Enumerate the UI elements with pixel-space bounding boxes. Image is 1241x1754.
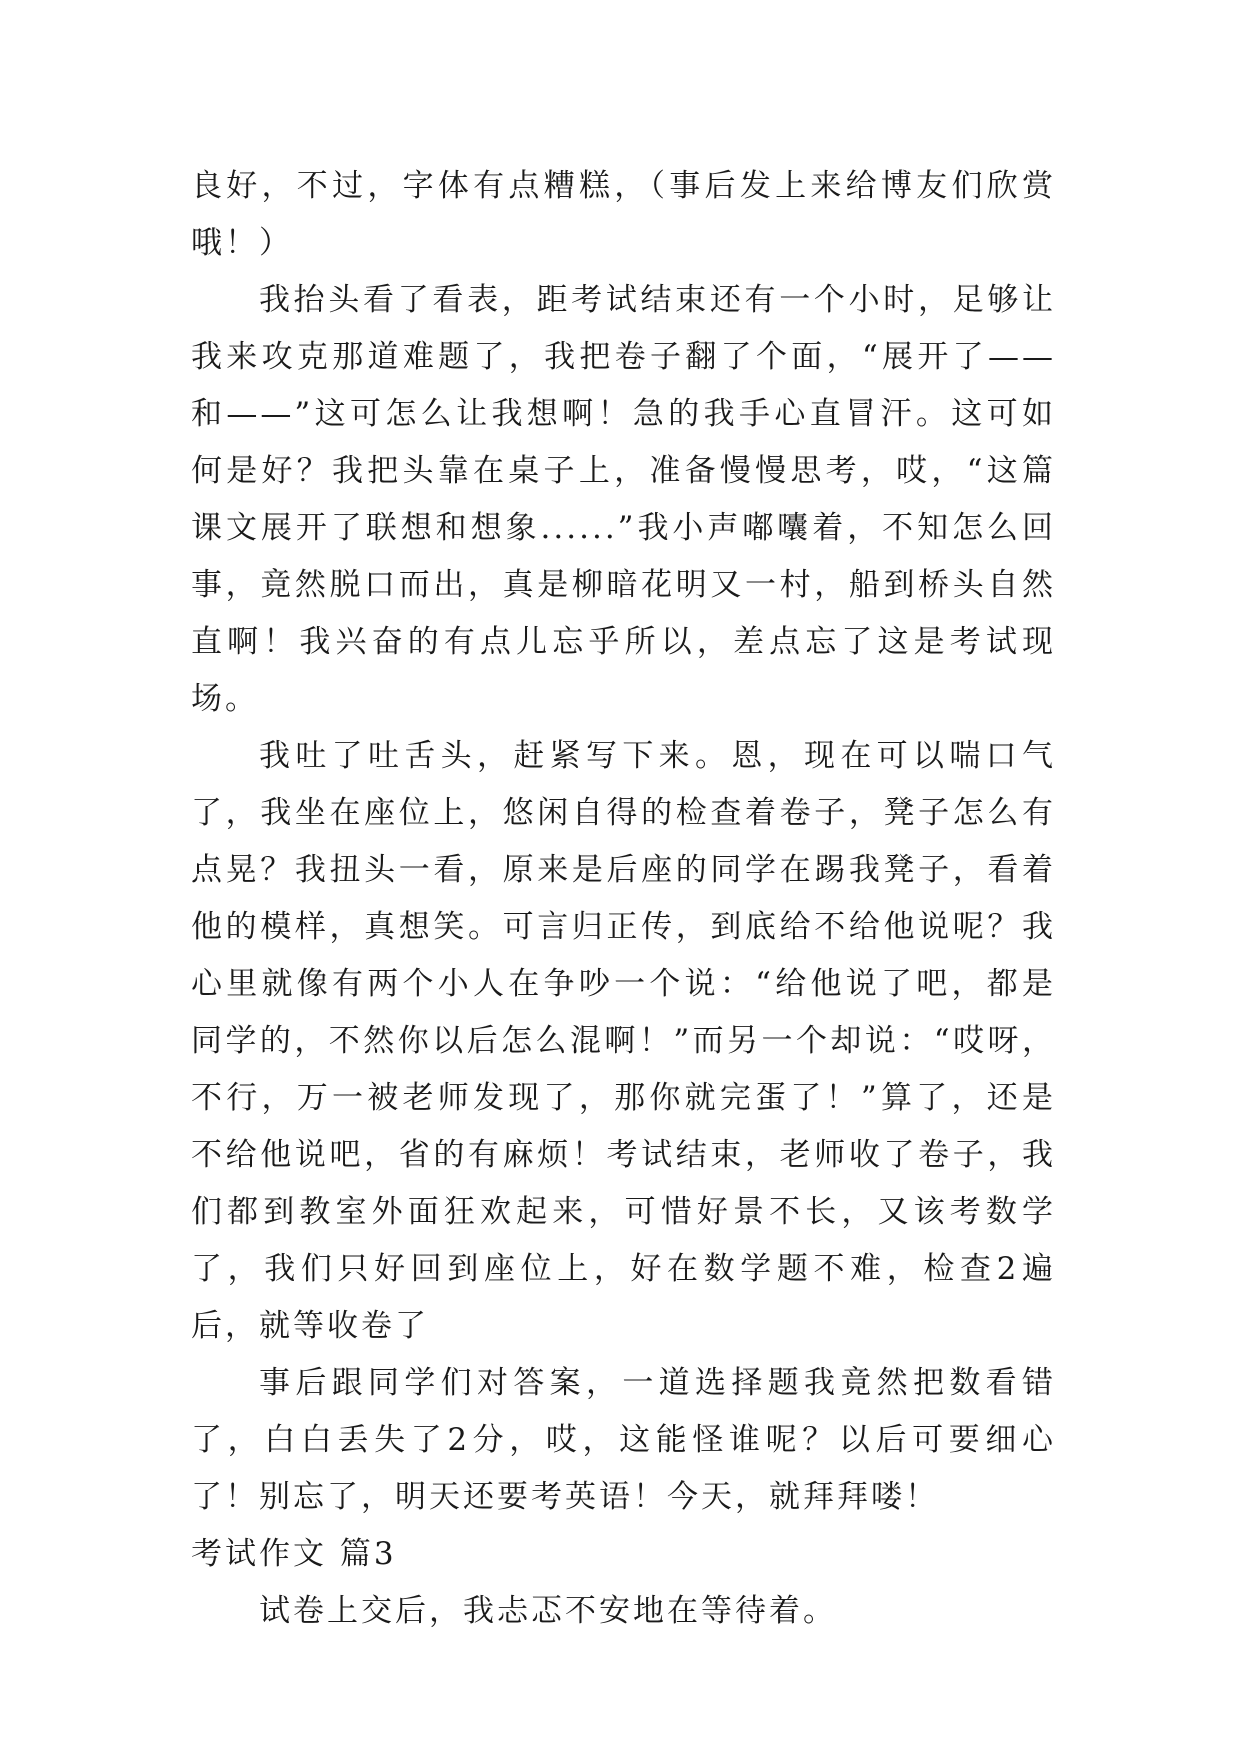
paragraph-1: 良好，不过，字体有点糟糕，（事后发上来给博友们欣赏哦！） — [191, 168, 1056, 261]
paragraph-2: 我抬头看了看表，距考试结束还有一个小时，足够让我来攻克那道难题了，我把卷子翻了个面，“展开了——和——”这可怎么让我想啊！急的我手心直冒汗。这可如何是好？我把头靠在桌子上，准备慢慢思考，哎，“这篇课文展开了联想和想象......”我小声嘟囔着，不知怎么回事，竟然脱口而出，真是柳暗花明又一村，船到桥头自然直啊！我兴奋的有点儿忘乎所以，差点忘了这是考试现场。 — [191, 282, 1056, 717]
paragraph-5: 试卷上交后，我忐忑不安地在等待着。 — [259, 1593, 837, 1629]
document-body — [191, 158, 1056, 1640]
paragraph-4: 事后跟同学们对答案，一道选择题我竟然把数看错了，白白丢失了2分，哎，这能怪谁呢？以后可要细心了！别忘了，明天还要考英语！今天，就拜拜喽！ — [191, 1365, 1056, 1515]
section-heading: 考试作文 篇3 — [191, 1536, 397, 1572]
paragraph-3: 我吐了吐舌头，赶紧写下来。恩，现在可以喘口气了，我坐在座位上，悠闲自得的检查着卷子，凳子怎么有点晃？我扭头一看，原来是后座的同学在踢我凳子，看着他的模样，真想笑。可言归正传，到底给不给他说呢？我心里就像有两个小人在争吵一个说：“给他说了吧，都是同学的，不然你以后怎么混啊！”而另一个却说：“哎呀，不行，万一被老师发现了，那你就完蛋了！”算了，还是不给他说吧，省的有麻烦！考试结束，老师收了卷子，我们都到教室外面狂欢起来，可惜好景不长，又该考数学了，我们只好回到座位上，好在数学题不难，检查2遍后，就等收卷了 — [191, 738, 1056, 1344]
